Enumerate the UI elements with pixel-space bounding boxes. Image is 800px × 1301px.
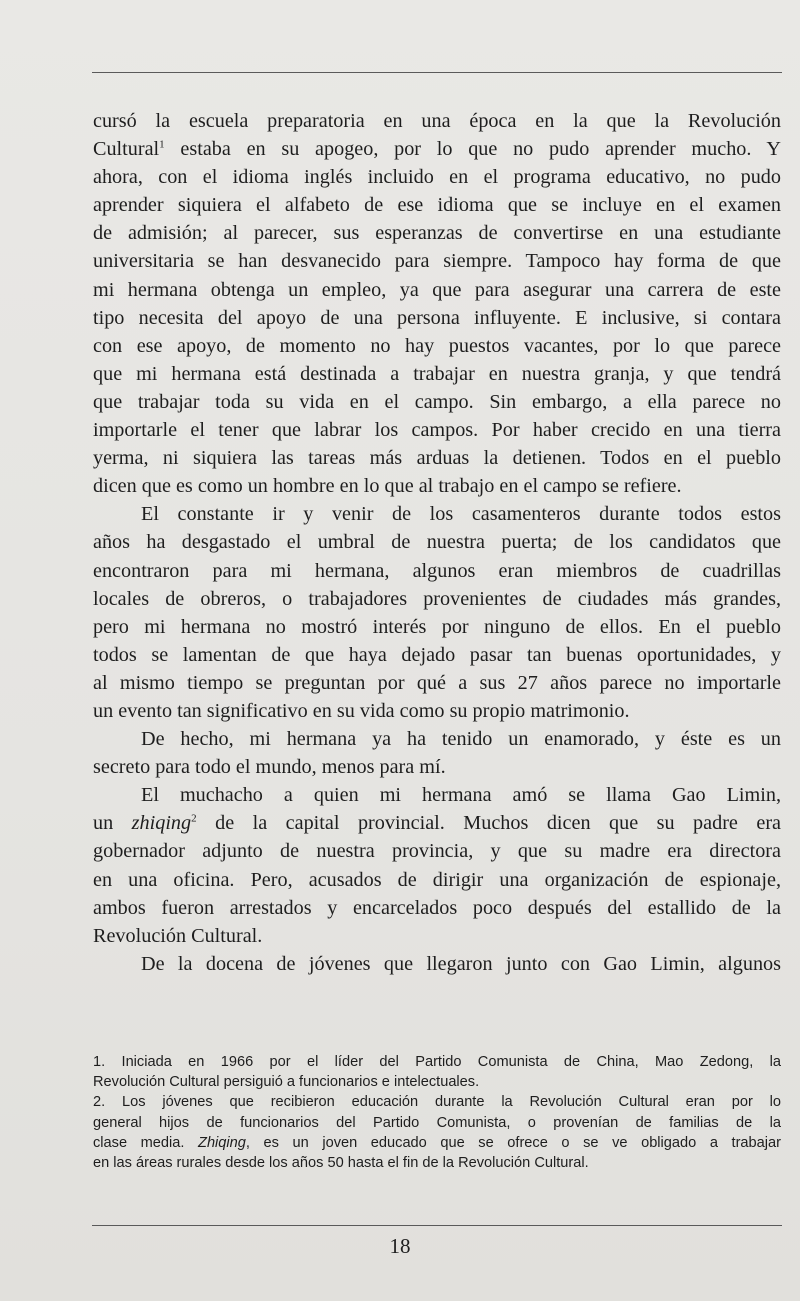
header-rule	[92, 72, 782, 73]
text-line: que mi hermana está destinada a trabajar en nuestra granja, y que tendrá	[93, 362, 781, 385]
footnote-line: en las áreas rurales desde los años 50 hasta el fin de la Revolución Cultural.	[93, 1155, 589, 1172]
footnote-line: 2. Los jóvenes que recibieron educación durante la Revolución Cultural eran por lo	[93, 1094, 781, 1111]
text-line: al mismo tiempo se preguntan por qué a sus 27 años parece no importarle	[93, 671, 781, 694]
text-line: encontraron para mi hermana, algunos eran miembros de cuadrillas	[93, 559, 781, 582]
footer-rule	[92, 1225, 782, 1226]
text-line: en una oficina. Pero, acusados de dirigir una organización de espionaje,	[93, 868, 781, 891]
text-line: todos se lamentan de que haya dejado pasar tan buenas oportunidades, y	[93, 643, 781, 666]
footnotes	[93, 1052, 781, 1173]
text-line: universitaria se han desvanecido para siempre. Tampoco hay forma de que	[93, 250, 781, 273]
text-line: aprender siquiera el alfabeto de ese idioma que se incluye en el examen	[93, 194, 781, 217]
text-line: importarle el tener que labrar los campos. Por haber crecido en una tierra	[93, 419, 781, 442]
text-line: ahora, con el idioma inglés incluido en el programa educativo, no pudo	[93, 166, 781, 189]
text-line: ambos fueron arrestados y encarcelados poco después del estallido de la	[93, 896, 781, 919]
text-line: Revolución Cultural.	[93, 924, 263, 947]
footnote-line: clase media. Zhiqing, es un joven educado que se ofrece o se ve obligado a trabajar	[93, 1134, 782, 1151]
text-line: El muchacho a quien mi hermana amó se llama Gao Limin,	[141, 784, 781, 807]
text-line: De hecho, mi hermana ya ha tenido un enamorado, y éste es un	[141, 728, 781, 751]
text-line: años ha desgastado el umbral de nuestra puerta; de los candidatos que	[93, 531, 781, 554]
page-number: 18	[389, 1234, 411, 1258]
body-text	[93, 107, 781, 978]
text-line: cursó la escuela preparatoria en una época en la que la Revolución	[93, 110, 781, 132]
text-line: de admisión; al parecer, sus esperanzas de convertirse en una estudiante	[93, 222, 781, 245]
text-line: dicen que es como un hombre en lo que al trabajo en el campo se refiere.	[93, 475, 682, 498]
text-line: yerma, ni siquiera las tareas más arduas la detienen. Todos en el pueblo	[93, 447, 781, 470]
text-line: secreto para todo el mundo, menos para mí.	[93, 756, 446, 779]
text-line: un zhiqing$^2$ de la capital provincial. Muchos dicen que su padre era	[93, 812, 782, 835]
text-line: un evento tan significativo en su vida como su propio matrimonio.	[93, 699, 630, 722]
text-line: El constante ir y venir de los casamenteros durante todos estos	[141, 503, 781, 526]
text-line: De la docena de jóvenes que llegaron junto con Gao Limin, algunos	[141, 952, 781, 975]
text-line: locales de obreros, o trabajadores provenientes de ciudades más grandes,	[93, 587, 781, 610]
italic-term: Zhiqing	[198, 1134, 246, 1151]
footnote-ref-2: 2	[191, 812, 197, 825]
text-line: Cultural$^1$ estaba en su apogeo, por lo que no pudo aprender mucho. Y	[93, 138, 781, 161]
text-line: que trabajar toda su vida en el campo. Sin embargo, a ella parece no	[93, 390, 781, 413]
text-line: mi hermana obtenga un empleo, ya que para asegurar una carrera de este	[93, 278, 781, 301]
footnote-line: Revolución Cultural persiguió a funcionarios e intelectuales.	[93, 1074, 480, 1091]
text-line: gobernador adjunto de nuestra provincia, y que su madre era directora	[93, 840, 781, 863]
footnote-ref-1: 1	[159, 138, 165, 151]
text-line: pero mi hermana no mostró interés por ninguno de ellos. En el pueblo	[93, 615, 781, 638]
text-line: con ese apoyo, de momento no hay puestos vacantes, por lo que parece	[93, 334, 781, 357]
text-line: tipo necesita del apoyo de una persona influyente. E inclusive, si contara	[93, 306, 781, 329]
italic-term: zhiqing	[131, 812, 192, 835]
footnote-line: 1. Iniciada en 1966 por el líder del Partido Comunista de China, Mao Zedong, la	[93, 1054, 781, 1070]
footnote-line: general hijos de funcionarios del Partido Comunista, o provenían de familias de la	[93, 1114, 781, 1131]
